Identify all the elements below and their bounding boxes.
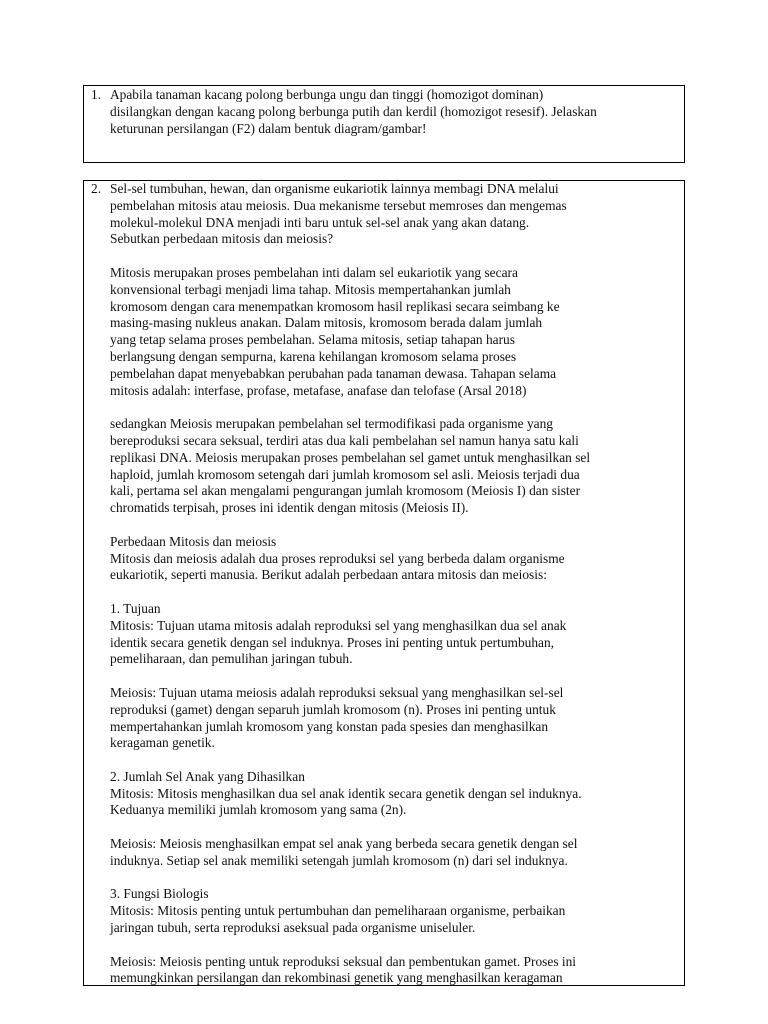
spacer [110, 517, 676, 534]
spacer [110, 248, 676, 265]
spacer [110, 752, 676, 769]
point-3-mitosis: Mitosis: Mitosis penting untuk pertumbuhan dan pemeliharaan organisme, perbaikan jaringan tubuh, serta reproduksi aseksual pada organisme uniseluler. [110, 903, 566, 936]
point-2-meiosis: Meiosis: Meiosis menghasilkan empat sel anak yang berbeda secara genetik dengan sel induknya. Setiap sel anak memiliki setengah jumlah kromosom (n) dari sel induknya. [110, 836, 578, 868]
spacer [110, 937, 676, 954]
question-2-content [110, 181, 676, 986]
question-2-box [83, 180, 685, 986]
meiosis-paragraph: sedangkan Meiosis merupakan pembelahan sel termodifikasi pada organisme yang bereproduksi secara seksual, terdiri atas dua kali pembelahan sel namun hanya satu kali replikasi DNA. Meiosis merupakan proses pembelahan sel gamet untuk menghasilkan sel haploid, jumlah kromosom setengah dari jumlah kromosom sel asli. Meiosis terjadi dua kali, pertama sel akan mengalami pengurangan jumlah kromosom (Meiosis I) dan sister chromatids terpisah, proses ini identik dengan mitosis (Meiosis II). [110, 416, 591, 516]
spacer [110, 819, 676, 836]
point-1-title: 1. Tujuan [110, 600, 161, 616]
point-3-meiosis: Meiosis: Meiosis penting untuk reproduksi seksual dan pembentukan gamet. Proses ini memungkinkan persilangan dan rekombinasi genetik yang menghasilkan keragaman [110, 953, 577, 986]
point-3-title: 3. Fungsi Biologis [110, 886, 209, 902]
point-2-title: 2. Jumlah Sel Anak yang Dihasilkan [110, 768, 305, 784]
point-1-meiosis: Meiosis: Tujuan utama meiosis adalah reproduksi seksual yang menghasilkan sel-sel reproduksi (gamet) dengan separuh jumlah kromosom (n). Proses ini penting untuk mempertahankan jumlah kromosom yang konstan pada spesies dan menghasilkan keragaman genetik. [110, 684, 564, 751]
question-1-box [83, 85, 685, 163]
spacer [110, 399, 676, 416]
question-2-number: 2. [91, 181, 102, 196]
question-1-number: 1. [91, 87, 102, 102]
spacer [110, 668, 676, 685]
differences-intro: Mitosis dan meiosis adalah dua proses reproduksi sel yang berbeda dalam organisme eukariotik, seperti manusia. Berikut adalah perbedaan antara mitosis dan meiosis: [110, 550, 565, 583]
point-1-mitosis: Mitosis: Tujuan utama mitosis adalah reproduksi sel yang menghasilkan dua sel anak identik secara genetik dengan sel induknya. Proses ini penting untuk pertumbuhan, pemeliharaan, dan pemulihan jaringan tubuh. [110, 617, 567, 667]
spacer [110, 870, 676, 887]
mitosis-paragraph: Mitosis merupakan proses pembelahan inti dalam sel eukariotik yang secara konvensional terbagi menjadi lima tahap. Mitosis mempertahankan jumlah kromosom dengan cara menempatkan kromosom hasil replikasi secara seimbang ke masing-masing nukleus anakan. Dalam mitosis, kromosom berada dalam jumlah yang tetap selama proses pembelahan. Selama mitosis, setiap tahapan harus berlangsung dengan sempurna, karena kehilangan kromosom selama proses pembelahan dapat menyebabkan perubahan pada tanaman dewasa. Tahapan selama mitosis adalah: interfase, profase, metafase, anafase dan telofase (Arsal 2018) [110, 264, 560, 398]
differences-heading: Perbedaan Mitosis dan meiosis [110, 533, 277, 549]
point-2-mitosis: Mitosis: Mitosis menghasilkan dua sel anak identik secara genetik dengan sel induknya. Keduanya memiliki jumlah kromosom yang sama (2n). [110, 785, 582, 818]
spacer [110, 584, 676, 601]
question-1-text: Apabila tanaman kacang polong berbunga ungu dan tinggi (homozigot dominan) disilangkan dengan kacang polong berbunga putih dan kerdil (homozigot resesif). Jelaskan keturunan persilangan (F2) dalam bentuk diagram/gambar! [110, 87, 597, 136]
question-1-content [110, 87, 676, 137]
question-2-prompt: Sel-sel tumbuhan, hewan, dan organisme eukariotik lainnya membagi DNA melalui pembelahan mitosis atau meiosis. Dua mekanisme tersebut memroses dan mengemas molekul-molekul DNA menjadi inti baru untuk sel-sel anak yang akan datang. Sebutkan perbedaan mitosis dan meiosis? [110, 181, 567, 247]
